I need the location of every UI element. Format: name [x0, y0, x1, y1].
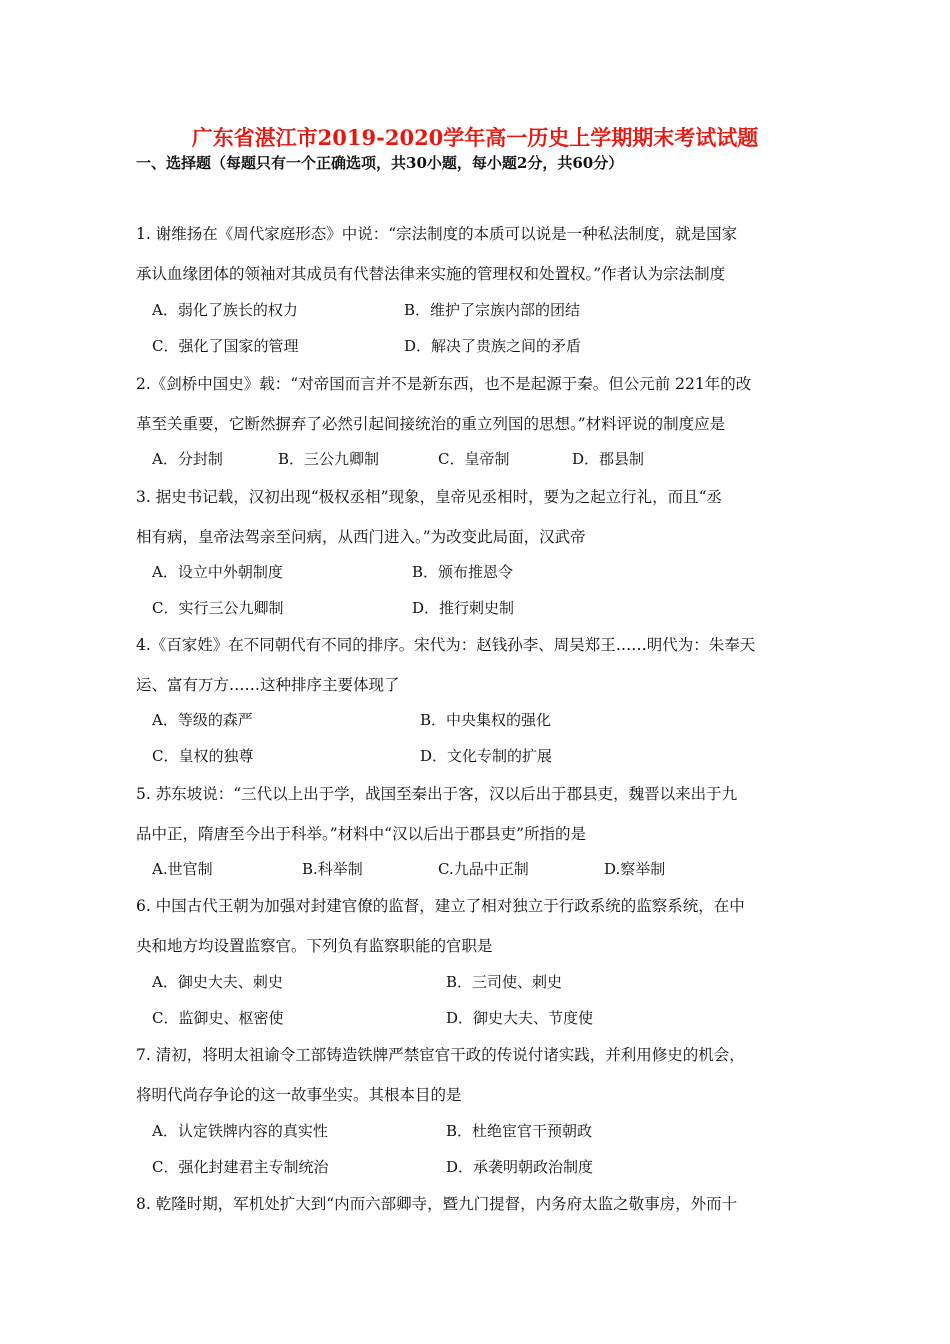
- question-5-option-d: D.察举制: [604, 860, 666, 878]
- question-1-option-c: C．强化了国家的管理: [152, 337, 299, 355]
- question-1-option-d: D．解决了贵族之间的矛盾: [404, 337, 582, 355]
- question-1-option-b: B．维护了宗族内部的团结: [404, 301, 581, 319]
- question-4-line-1: 4.《百家姓》在不同朝代有不同的排序。宋代为：赵钱孙李、周吴郑王……明代为：朱奉天: [136, 636, 756, 654]
- question-7-line-2: 将明代尚存争论的这一故事坐实。其根本目的是: [136, 1086, 462, 1104]
- question-5-option-a: A.世官制: [152, 860, 213, 878]
- question-7-option-b: B．杜绝宦官干预朝政: [446, 1122, 593, 1140]
- question-2-line-1: 2.《剑桥中国史》载：“对帝国而言并不是新东西，也不是起源于秦。但公元前 221年的改: [136, 375, 752, 393]
- question-4-line-2: 运、富有万方……这种排序主要体现了: [136, 676, 400, 694]
- question-4-option-d: D．文化专制的扩展: [420, 747, 553, 765]
- question-5-option-b: B.科举制: [302, 860, 363, 878]
- question-7-option-d: D．承袭明朝政治制度: [446, 1158, 594, 1176]
- question-7-option-c: C．强化封建君主专制统治: [152, 1158, 329, 1176]
- question-5-line-1: 5. 苏东坡说：“三代以上出于学，战国至秦出于客，汉以后出于郡县吏，魏晋以来出于九: [136, 785, 738, 803]
- question-6-option-b: B．三司使、刺史: [446, 973, 563, 991]
- question-7-option-a: A．认定铁牌内容的真实性: [152, 1122, 328, 1140]
- question-2-option-b: B．三公九卿制: [278, 450, 380, 468]
- question-6-option-a: A．御史大夫、刺史: [152, 973, 283, 991]
- section-header: 一、选择题（每题只有一个正确选项，共30小题，每小题2分，共60分）: [136, 154, 624, 172]
- question-3-line-2: 相有病，皇帝法驾亲至问病，从西门进入。”为改变此局面，汉武帝: [136, 528, 586, 546]
- question-4-option-a: A．等级的森严: [152, 711, 253, 729]
- question-1-line-2: 承认血缘团体的领袖对其成员有代替法律来实施的管理权和处置权。”作者认为宗法制度: [136, 265, 726, 283]
- question-6-line-2: 央和地方均设置监察官。下列负有监察职能的官职是: [136, 937, 493, 955]
- question-3-option-d: D．推行刺史制: [412, 599, 515, 617]
- question-3-option-a: A．设立中外朝制度: [152, 563, 283, 581]
- question-2-line-2: 革至关重要，它断然摒弃了必然引起间接统治的重立列国的思想。”材料评说的制度应是: [136, 415, 726, 433]
- question-2-option-c: C．皇帝制: [438, 450, 510, 468]
- question-5-line-2: 品中正，隋唐至今出于科举。”材料中“汉以后出于郡县吏”所指的是: [136, 825, 587, 843]
- question-7-line-1: 7. 清初，将明太祖谕令工部铸造铁牌严禁宦官干政的传说付诸实践，并利用修史的机会，: [136, 1046, 745, 1064]
- question-4-option-b: B．中央集权的强化: [420, 711, 552, 729]
- question-3-option-c: C．实行三公九卿制: [152, 599, 284, 617]
- question-1-option-a: A．弱化了族长的权力: [152, 301, 298, 319]
- question-6-line-1: 6. 中国古代王朝为加强对封建官僚的监督，建立了相对独立于行政系统的监察系统，在中: [136, 897, 745, 915]
- exam-title: 广东省湛江市2019-2020学年高一历史上学期期末考试试题: [191, 125, 759, 150]
- question-4-option-c: C．皇权的独尊: [152, 747, 254, 765]
- question-1-line-1: 1. 谢维扬在《周代家庭形态》中说：“宗法制度的本质可以说是一种私法制度，就是国家: [136, 225, 738, 243]
- question-2-option-d: D．郡县制: [572, 450, 645, 468]
- question-3-option-b: B．颁布推恩令: [412, 563, 514, 581]
- question-2-option-a: A．分封制: [152, 450, 223, 468]
- question-6-option-d: D．御史大夫、节度使: [446, 1009, 594, 1027]
- question-8-line-1: 8. 乾隆时期，军机处扩大到“内而六部卿寺，暨九门提督，内务府太监之敬事房，外而十: [136, 1195, 738, 1213]
- question-6-option-c: C．监御史、枢密使: [152, 1009, 284, 1027]
- question-3-line-1: 3. 据史书记载，汉初出现“极权丞相”现象，皇帝见丞相时，要为之起立行礼，而且“丞: [136, 488, 722, 506]
- question-5-option-c: C.九品中正制: [438, 860, 529, 878]
